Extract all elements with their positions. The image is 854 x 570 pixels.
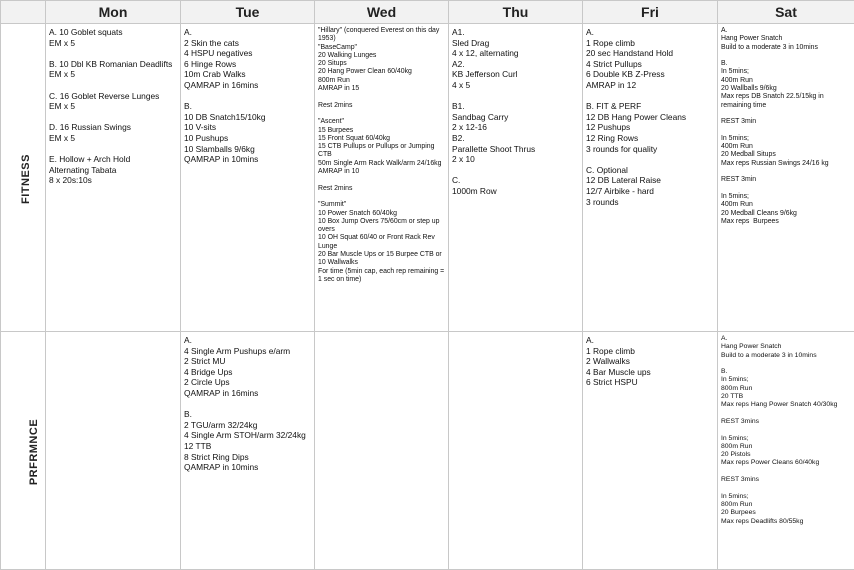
row-label-fitness[interactable] (1, 24, 46, 332)
cell-perf-wed[interactable] (315, 332, 449, 570)
cell-fitness-mon[interactable]: A. 10 Goblet squats EM x 5 B. 10 Dbl KB Romanian Deadlifts EM x 5 C. 16 Goblet Reverse Lunges EM x 5 D. 16 Russian Swings EM x 5 E. Hollow + Arch Hold Alternating Tabata 8 x 20s:10s (46, 24, 181, 332)
row-label-performance[interactable] (1, 332, 46, 570)
fitness-row (1, 24, 854, 332)
header-fri[interactable]: Fri (583, 1, 718, 24)
header-sat[interactable]: Sat (718, 1, 854, 24)
cell-perf-mon[interactable] (46, 332, 181, 570)
day-header-row (1, 1, 854, 24)
row-label-text: PRFRMNCE (28, 418, 40, 484)
cell-perf-tue[interactable]: A. 4 Single Arm Pushups e/arm 2 Strict MU 4 Bridge Ups 2 Circle Ups QAMRAP in 16mins B. 2 TGU/arm 32/24kg 4 Single Arm STOH/arm 32/24kg 12 TTB 8 Strict Ring Dips QAMRAP in 10mins (181, 332, 315, 570)
cell-fitness-fri[interactable]: A. 1 Rope climb 20 sec Handstand Hold 4 Strict Pullups 6 Double KB Z-Press AMRAP in 12 B. FIT & PERF 12 DB Hang Power Cleans 12 Pushups 12 Ring Rows 3 rounds for quality C. Optional 12 DB Lateral Raise 12/7 Airbike - hard 3 rounds (583, 24, 718, 332)
corner-cell[interactable] (1, 1, 46, 24)
performance-row (1, 332, 854, 570)
row-label-text: FITNESS (20, 154, 32, 204)
header-mon[interactable]: Mon (46, 1, 181, 24)
header-thu[interactable]: Thu (449, 1, 583, 24)
cell-perf-sat[interactable]: A. Hang Power Snatch Build to a moderate 3 in 10mins B. In 5mins; 800m Run 20 TTB Max reps Hang Power Snatch 40/30kg REST 3mins In 5mins; 800m Run 20 Pistols Max reps Power Cleans 60/40kg REST 3mins In 5mins; 800m Run 20 Burpees Max reps Deadlifts 80/55kg (718, 332, 854, 570)
cell-fitness-tue[interactable]: A. 2 Skin the cats 4 HSPU negatives 6 Hinge Rows 10m Crab Walks QAMRAP in 16mins B. 10 DB Snatch15/10kg 10 V-sits 10 Pushups 10 Slamballs 9/6kg QAMRAP in 10mins (181, 24, 315, 332)
header-tue[interactable]: Tue (181, 1, 315, 24)
header-wed[interactable]: Wed (315, 1, 449, 24)
cell-fitness-sat[interactable]: A. Hang Power Snatch Build to a moderate 3 in 10mins B. In 5mins; 400m Run 20 Wallballs 9/6kg Max reps DB Snatch 22.5/15kg in remaining time REST 3min In 5mins; 400m Run 20 Medball Situps Max reps Russian Swings 24/16 kg REST 3min In 5mins; 400m Run 20 Medball Cleans 9/6kg Max reps Burpees (718, 24, 854, 332)
cell-fitness-wed[interactable]: "Hillary" (conquered Everest on this day 1953) "BaseCamp" 20 Walking Lunges 20 Situps 20 Hang Power Clean 60/40kg 800m Run AMRAP in 15 Rest 2mins "Ascent" 15 Burpees 15 Front Squat 60/40kg 15 CTB Pullups or Pullups or Jumping CTB 50m Single Arm Rack Walk/arm 24/16kg AMRAP in 10 Rest 2mins "Summit" 10 Power Snatch 60/40kg 10 Box Jump Overs 75/60cm or step up overs 10 OH Squat 60/40 or Front Rack Rev Lunge 20 Bar Muscle Ups or 15 Burpee CTB or 10 Wallwalks For time (5min cap, each rep remaining = 1 sec on time) (315, 24, 449, 332)
cell-perf-thu[interactable] (449, 332, 583, 570)
cell-fitness-thu[interactable]: A1. Sled Drag 4 x 12, alternating A2. KB Jefferson Curl 4 x 5 B1. Sandbag Carry 2 x 12-16 B2. Parallette Shoot Thrus 2 x 10 C. 1000m Row (449, 24, 583, 332)
cell-perf-fri[interactable]: A. 1 Rope climb 2 Wallwalks 4 Bar Muscle ups 6 Strict HSPU (583, 332, 718, 570)
